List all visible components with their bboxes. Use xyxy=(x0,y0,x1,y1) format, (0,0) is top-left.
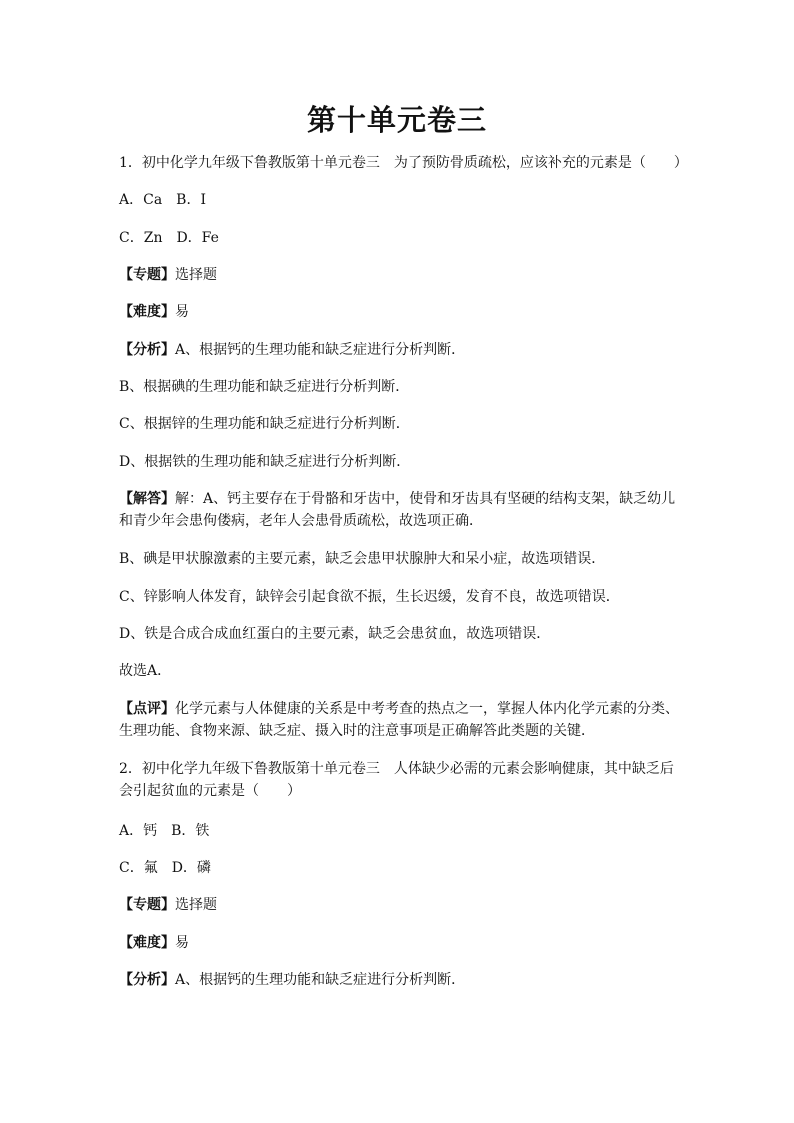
question-1-analysis xyxy=(119,339,689,361)
question-2-analysis xyxy=(119,969,689,991)
question-1-topic xyxy=(119,264,689,286)
document-title: 第十单元卷三 xyxy=(306,103,487,137)
topic-value: 选择题 xyxy=(175,897,217,913)
question-1-choice: 故选A． xyxy=(119,663,172,679)
question-1-answer xyxy=(119,488,679,532)
question-1-analysis-c: C、根据锌的生理功能和缺乏症进行分析判断． xyxy=(119,416,410,432)
question-1-answer-d: D、铁是合成合成血红蛋白的主要元素，缺乏会患贫血，故选项错误． xyxy=(119,626,551,642)
question-1-answer-c: C、锌影响人体发育，缺锌会引起食欲不振，生长迟缓，发育不良，故选项错误． xyxy=(119,589,620,605)
difficulty-value: 易 xyxy=(175,304,189,320)
question-1-analysis-b: B、根据碘的生理功能和缺乏症进行分析判断． xyxy=(119,379,410,395)
question-2-stem: 2．初中化学九年级下鲁教版第十单元卷三 人体缺少必需的元素会影响健康，其中缺乏后会引起贫血的元素是（ ） xyxy=(119,761,674,799)
analysis-a: A、根据钙的生理功能和缺乏症进行分析判断． xyxy=(175,972,466,988)
difficulty-value: 易 xyxy=(175,935,189,951)
difficulty-tag: 【难度】 xyxy=(119,935,175,951)
question-1-stem: 1．初中化学九年级下鲁教版第十单元卷三 为了预防骨质疏松，应该补充的元素是（ ） xyxy=(119,155,688,171)
question-2-difficulty xyxy=(119,932,689,954)
question-1-options-ab: A．Ca B．I xyxy=(119,192,206,208)
topic-value: 选择题 xyxy=(175,267,217,283)
question-2-topic xyxy=(119,894,689,916)
topic-tag: 【专题】 xyxy=(119,267,175,283)
answer-tag: 【解答】 xyxy=(119,491,175,507)
question-1-answer-b: B、碘是甲状腺激素的主要元素，缺乏会患甲状腺肿大和呆小症，故选项错误． xyxy=(119,551,606,567)
comment-text: 化学元素与人体健康的关系是中考考查的热点之一，掌握人体内化学元素的分类、生理功能、食物来源、缺乏症、摄入时的注意事项是正确解答此类题的关键． xyxy=(119,701,679,739)
analysis-tag: 【分析】 xyxy=(119,342,175,358)
question-1-difficulty xyxy=(119,301,689,323)
answer-a: 解：A、钙主要存在于骨骼和牙齿中，使骨和牙齿具有坚硬的结构支架，缺乏幼儿和青少年会患佝偻病，老年人会患骨质疏松，故选项正确． xyxy=(119,491,676,529)
question-1-comment xyxy=(119,698,689,742)
question-1-options-cd: C．Zn D．Fe xyxy=(119,230,219,246)
analysis-tag: 【分析】 xyxy=(119,972,175,988)
analysis-a: A、根据钙的生理功能和缺乏症进行分析判断． xyxy=(175,342,466,358)
question-1-analysis-d: D、根据铁的生理功能和缺乏症进行分析判断． xyxy=(119,454,411,470)
question-2-options-ab: A．钙 B．铁 xyxy=(119,823,210,839)
question-2-options-cd: C．氟 D．磷 xyxy=(119,860,211,876)
difficulty-tag: 【难度】 xyxy=(119,304,175,320)
topic-tag: 【专题】 xyxy=(119,897,175,913)
comment-tag: 【点评】 xyxy=(119,701,175,717)
